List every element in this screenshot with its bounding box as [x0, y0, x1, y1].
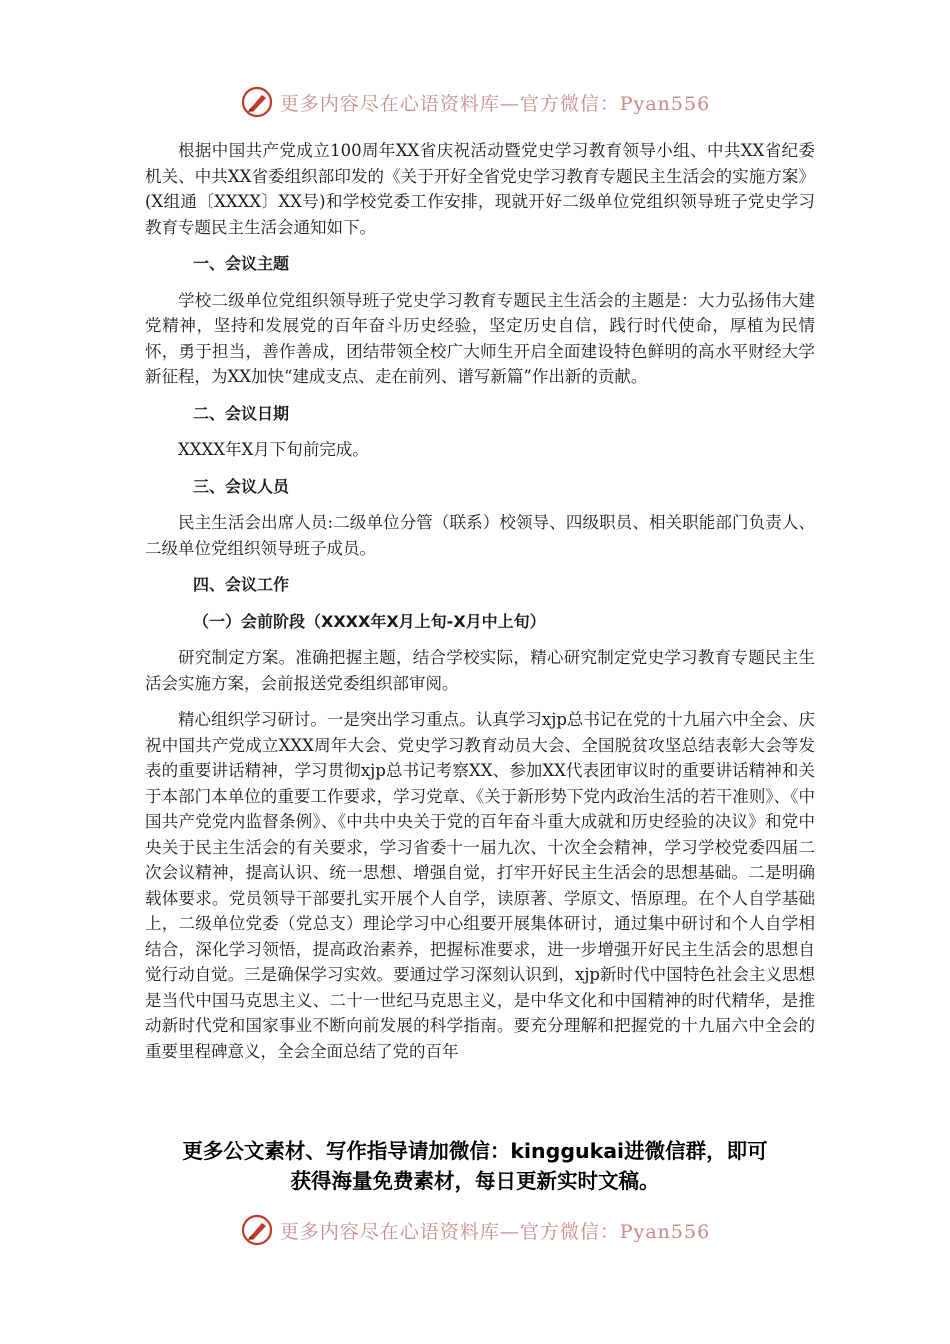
- footer-watermark-banner: [0, 1210, 950, 1250]
- section-heading-attendees: 三、会议人员: [193, 476, 290, 496]
- section-heading-work: 四、会议工作: [193, 575, 290, 594]
- banner-text: 更多内容尽在心语资料库—官方微信：Pyan556: [279, 92, 711, 115]
- intro-paragraph: 根据中国共产党成立100周年XX省庆祝活动暨党史学习教育领导小组、中共XX省纪委机关、中共XX省委组织部印发的《关于开好全省党史学习教育专题民主生活会的实施方案》(X组通〔XXXX〕XX号)和学校党委工作安排，现就开好二级单位党组织领导班子党史学习教育专题民主生活会通知如下。: [145, 141, 815, 237]
- section-heading-theme: 一、会议主题: [193, 254, 290, 273]
- theme-paragraph: 学校二级单位党组织领导班子党史学习教育专题民主生活会的主题是：大力弘扬伟大建党精神，坚持和发展党的百年奋斗历史经验，坚定历史自信，践行时代使命，厚植为民情怀，勇于担当，善作善成，团结带领全校广大师生开启全面建设特色鲜明的高水平财经大学新征程，为XX加快“建成支点、走在前列、谱写新篇”作出新的贡献。: [145, 290, 815, 386]
- document-body: [145, 138, 815, 1064]
- pen-nib-logo-icon: [240, 85, 274, 119]
- pen-nib-logo-icon: [240, 1213, 274, 1247]
- study-paragraph: 精心组织学习研讨。一是突出学习重点。认真学习xjp总书记在党的十九届六中全会、庆祝中国共产党成立XXX周年大会、党史学习教育动员大会、全国脱贫攻坚总结表彰大会等发表的重要讲话精神，学习贯彻xjp总书记考察XX、参加XX代表团审议时的重要讲话精神和关于本部门本单位的重要工作要求，学习党章、《关于新形势下党内政治生活的若干准则》、《中国共产党党内监督条例》、《中共中央关于党的百年奋斗重大成就和历史经验的决议》和党中央关于民主生活会的有关要求，学习省委十一届九次、十次全会精神，学习学校党委四届二次会议精神，提高认识、统一思想、增强自觉，打牢开好民主生活会的思想基础。二是明确载体要求。党员领导干部要扎实开展个人自学，读原著、学原文、悟原理。在个人自学基础上，二级单位党委（党总支）理论学习中心组要开展集体研讨，通过集中研讨和个人自学相结合，深化学习领悟，提高政治素养，把握标准要求，进一步增强开好民主生活会的思想自觉行动自觉。三是确保学习实效。要通过学习深刻认识到，xjp新时代中国特色社会主义思想是当代中国马克思主义、二十一世纪马克思主义，是中华文化和中国精神的时代精华，是推动新时代党和国家事业不断向前发展的科学指南。要充分理解和把握党的十九届六中全会的重要里程碑意义，全会全面总结了党的百年: [145, 710, 815, 1061]
- promo-line-1: 更多公文素材、写作指导请加微信：kinggukai进微信群，即可: [182, 1139, 768, 1163]
- attendees-paragraph: 民主生活会出席人员:二级单位分管（联系）校领导、四级职员、相关职能部门负责人、二级单位党组织领导班子成员。: [145, 513, 815, 558]
- section-heading-date: 二、会议日期: [193, 403, 290, 423]
- header-watermark-banner: [0, 82, 950, 122]
- date-paragraph: XXXX年X月下旬前完成。: [178, 440, 369, 459]
- banner-text: 更多内容尽在心语资料库—官方微信：Pyan556: [279, 1220, 711, 1243]
- promo-line-2: 获得海量免费素材，每日更新实时文稿。: [290, 1169, 660, 1193]
- subsection-heading-pre-meeting: （一）会前阶段（XXXX年X月上旬-X月中上旬）: [193, 611, 546, 631]
- plan-paragraph: 研究制定方案。准确把握主题，结合学校实际，精心研究制定党史学习教育专题民主生活会实施方案，会前报送党委组织部审阅。: [145, 648, 815, 693]
- promo-notice: [120, 1136, 830, 1196]
